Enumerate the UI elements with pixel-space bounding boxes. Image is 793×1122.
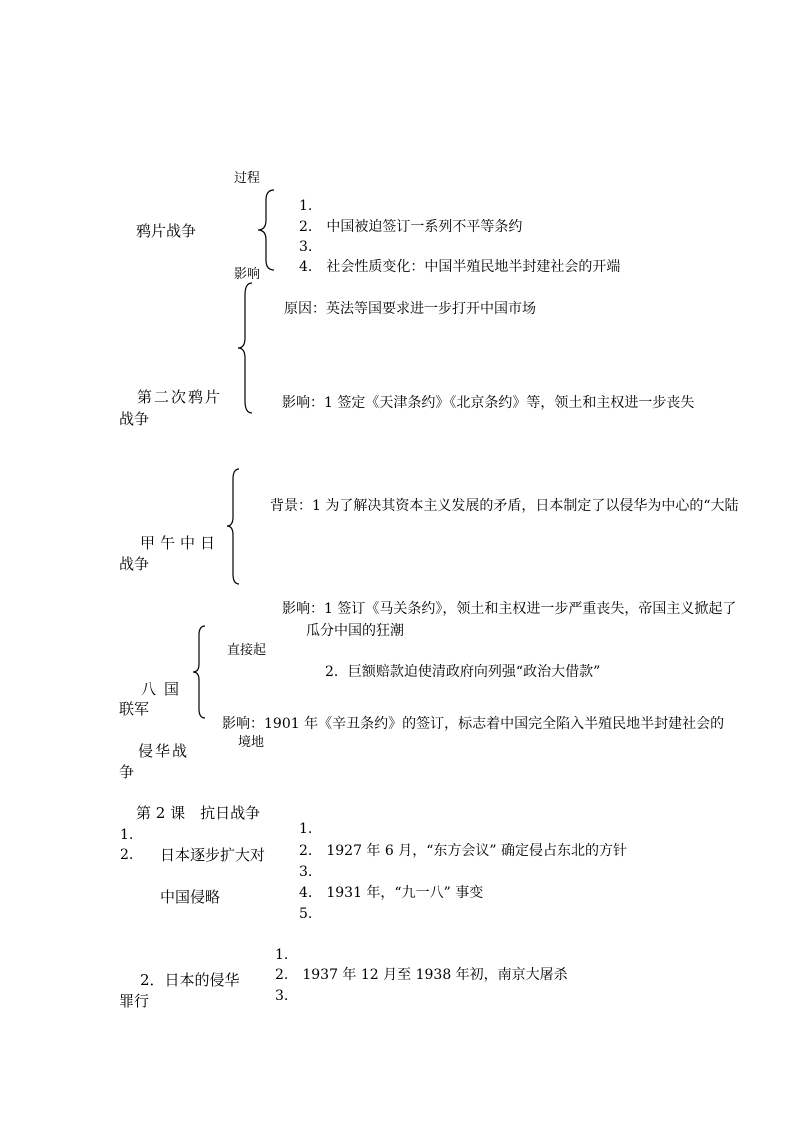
section-title-eight-nation-cont: 联军 bbox=[119, 700, 150, 718]
section-title-eight-nation: 八国 bbox=[141, 680, 188, 698]
section-title-sino-japanese-war-cont: 战争 bbox=[119, 555, 150, 573]
cut-label-impact: 影响 bbox=[234, 267, 261, 282]
list-item: 1. bbox=[299, 198, 313, 214]
cut-label-state: 境地 bbox=[238, 735, 265, 750]
list-item: 2．巨额赔款迫使清政府向列强“政治大借款” bbox=[325, 664, 601, 680]
impact-text: 影响：1901 年《辛丑条约》的签订，标志着中国完全陷入半殖民地半封建社会的 bbox=[222, 716, 725, 732]
cut-label-direct: 直接起 bbox=[227, 643, 267, 658]
background-text: 背景：1 为了解决其资本主义发展的矛盾，日本制定了以侵华为中心的“大陆 bbox=[270, 498, 739, 514]
list-item: 1. bbox=[275, 947, 289, 963]
section-title-invasion-war-cont: 争 bbox=[119, 763, 135, 781]
impact-text: 影响：1 签订《马关条约》，领土和主权进一步严重丧失，帝国主义掀起了 bbox=[282, 601, 737, 617]
lesson-heading: 第 2 课 抗日战争 bbox=[136, 804, 261, 822]
list-item: 2. 中国被迫签订一系列不平等条约 bbox=[299, 219, 523, 235]
cut-label-process: 过程 bbox=[234, 171, 261, 186]
brace-opium-war bbox=[258, 190, 276, 270]
list-item: 3. bbox=[299, 239, 313, 255]
brace-eight-nation-alliance bbox=[193, 626, 207, 718]
topic-title-crimes-cont: 罪行 bbox=[119, 992, 150, 1010]
outline-number: 2. bbox=[120, 847, 134, 863]
list-item: 2. 1937 年 12 月至 1938 年初，南京大屠杀 bbox=[275, 967, 568, 983]
outline-number: 1. bbox=[120, 827, 134, 843]
list-item: 2. 1927 年 6 月，“东方会议” 确定侵占东北的方针 bbox=[299, 843, 628, 859]
topic-title-expansion-cont: 中国侵略 bbox=[160, 888, 221, 906]
topic-title-expansion: 日本逐步扩大对 bbox=[160, 846, 266, 864]
list-item: 5. bbox=[299, 906, 313, 922]
brace-sino-japanese-war bbox=[227, 469, 241, 584]
brace-second-opium-war bbox=[238, 283, 254, 413]
section-title-sino-japanese-war: 甲午中日 bbox=[140, 534, 221, 552]
list-item: 3. bbox=[299, 864, 313, 880]
section-title-opium-war: 鸦片战争 bbox=[136, 222, 197, 240]
section-title-second-opium-war-cont: 战争 bbox=[119, 410, 150, 428]
section-title-invasion-war: 侵华战 bbox=[138, 742, 190, 760]
section-title-second-opium-war: 第二次鸦片 bbox=[137, 388, 223, 406]
impact-text: 影响：1 签定《天津条约》《北京条约》等，领土和主权进一步丧失 bbox=[282, 395, 695, 411]
cause-text: 原因：英法等国要求进一步打开中国市场 bbox=[284, 301, 536, 317]
list-item: 4. 社会性质变化：中国半殖民地半封建社会的开端 bbox=[299, 259, 621, 275]
impact-text-cont: 瓜分中国的狂潮 bbox=[306, 623, 404, 639]
list-item: 1. bbox=[299, 821, 313, 837]
list-item: 3. bbox=[275, 988, 289, 1004]
list-item: 4. 1931 年，“九一八” 事变 bbox=[299, 885, 484, 901]
topic-title-crimes: 2．日本的侵华 bbox=[140, 971, 240, 989]
